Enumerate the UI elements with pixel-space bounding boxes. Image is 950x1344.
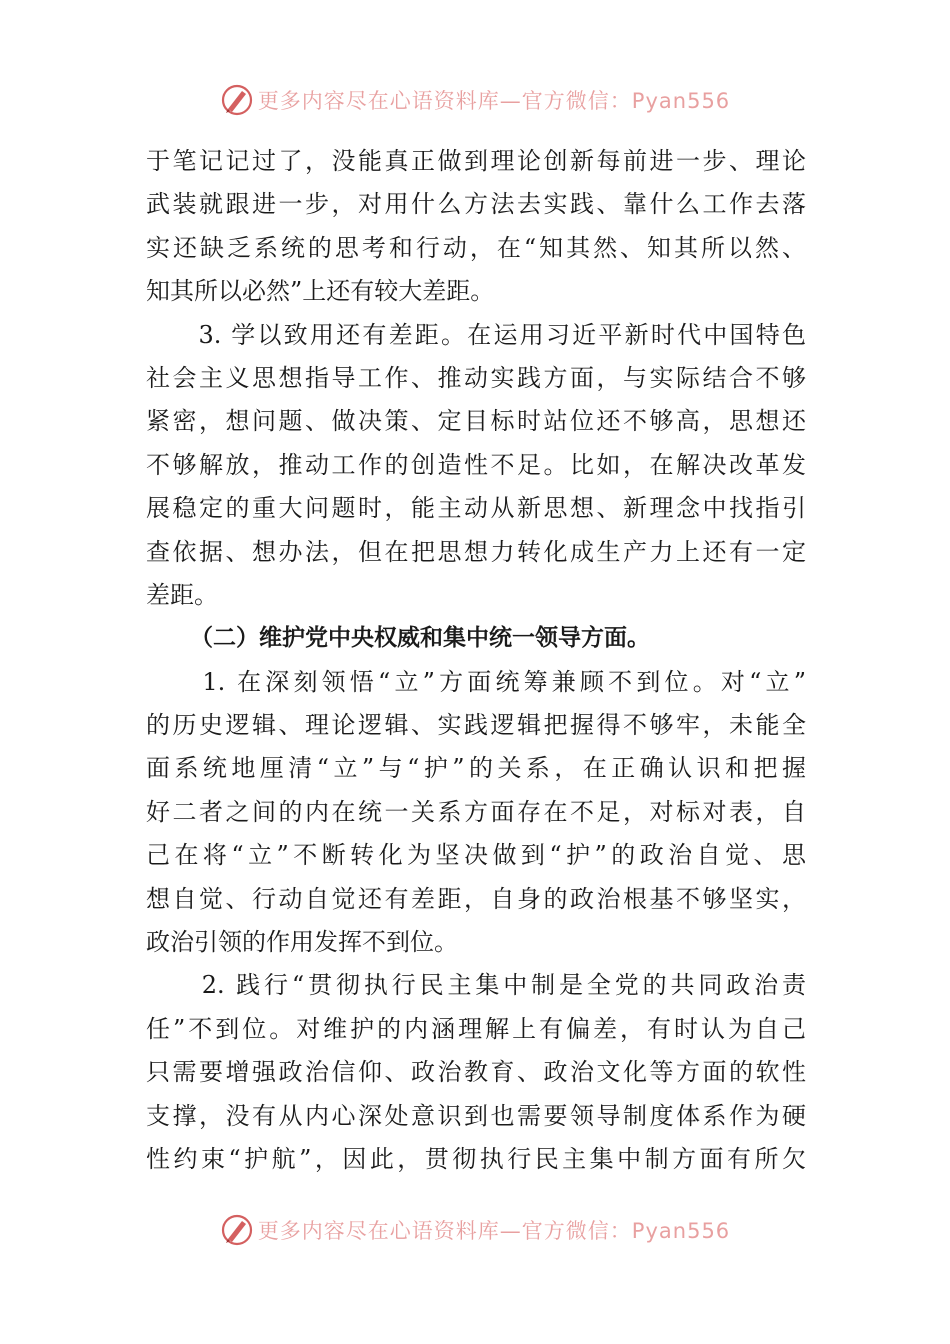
text-line: 差距。 [146,580,218,609]
text-line: 3. 学以致用还有差距。在运用习近平新时代中国特色 [146,320,806,349]
text-line: 实还缺乏系统的思考和行动，在“知其然、知其所以然、 [146,233,806,262]
text-line: 的历史逻辑、理论逻辑、实践逻辑把握得不够牢，未能全 [146,711,806,740]
text-line: 紧密，想问题、做决策、定目标时站位还不够高，思想还 [146,407,806,436]
text-line: 不够解放，推动工作的创造性不足。比如，在解决改革发 [146,450,806,479]
text-line: 社会主义思想指导工作、推动实践方面，与实际结合不够 [146,363,806,392]
text-line: 查依据、想办法，但在把思想力转化成生产力上还有一定 [146,537,806,566]
text-line: 性约束“护航”，因此，贯彻执行民主集中制方面有所欠 [146,1144,806,1173]
text-line: 任”不到位。对维护的内涵理解上有偏差，有时认为自己 [146,1014,806,1043]
text-line: 支撑，没有从内心深处意识到也需要领导制度体系作为硬 [146,1101,806,1130]
text-line: 只需要增强政治信仰、政治教育、政治文化等方面的软性 [146,1058,806,1087]
section-heading: （二）维护党中央权威和集中统一领导方面。 [190,625,650,652]
text-line: 己在将“立”不断转化为坚决做到“护”的政治自觉、思 [146,841,806,870]
document-body [146,140,806,1181]
text-line: 武装就跟进一步，对用什么方法去实践、靠什么工作去落 [146,190,806,219]
watermark-footer [0,1210,950,1250]
pen-logo-icon [220,83,254,117]
text-line: 面系统地厘清“立”与“护”的关系，在正确认识和把握 [146,754,806,783]
text-line: 1. 在深刻领悟“立”方面统筹兼顾不到位。对“立” [146,667,806,696]
pen-logo-icon [220,1213,254,1247]
watermark-text: 更多内容尽在心语资料库—官方微信：Pyan556 [257,89,731,113]
text-line: 展稳定的重大问题时，能主动从新思想、新理念中找指引 [146,494,806,523]
text-line: 于笔记记过了，没能真正做到理论创新每前进一步、理论 [146,147,806,175]
text-line: 想自觉、行动自觉还有差距，自身的政治根基不够坚实， [146,884,806,913]
watermark-text: 更多内容尽在心语资料库—官方微信：Pyan556 [257,1219,731,1243]
text-line: 知其所以必然”上还有较大差距。 [146,277,495,306]
text-line: 2. 践行“贯彻执行民主集中制是全党的共同政治责 [146,971,806,1000]
text-line: 好二者之间的内在统一关系方面存在不足，对标对表，自 [146,797,806,826]
text-line: 政治引领的作用发挥不到位。 [146,928,458,957]
watermark-header [0,80,950,120]
